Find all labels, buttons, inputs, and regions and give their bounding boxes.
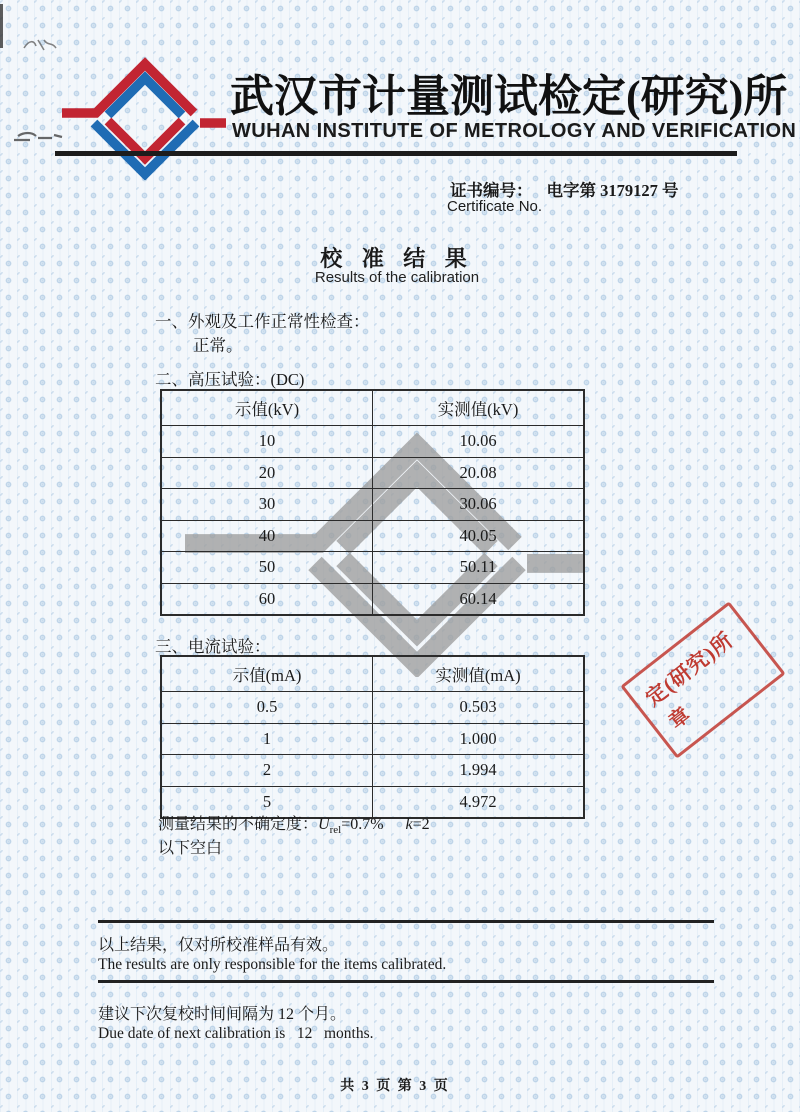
statement-rule-bottom xyxy=(98,980,714,983)
table-row xyxy=(161,426,584,458)
table-row xyxy=(161,489,584,521)
table-cell: 60.14 xyxy=(373,583,585,615)
column-header: 示值(kV) xyxy=(161,390,373,426)
table-cell: 20 xyxy=(161,457,373,489)
table-row xyxy=(161,457,584,489)
stamp-text: 定(研究)所 xyxy=(641,627,738,711)
u-symbol: U xyxy=(318,816,330,833)
section2-heading: 二、高压试验：(DC) xyxy=(155,370,305,389)
validity-statement-en: The results are only responsible for the items calibrated. xyxy=(98,956,447,973)
u-subscript: rel xyxy=(329,824,342,837)
page-title-zh: 校 准 结 果 xyxy=(320,246,474,271)
uncertainty-label: 测量结果的不确定度： xyxy=(158,816,319,833)
table-cell: 50 xyxy=(161,552,373,584)
statement-rule-top xyxy=(98,920,714,923)
scan-edge-artifact xyxy=(0,4,3,48)
table-row xyxy=(161,692,584,724)
column-header: 示值(mA) xyxy=(161,656,373,692)
table-cell: 1 xyxy=(161,723,373,755)
next-calibration-zh: 建议下次复校时间间隔为 12 个月。 xyxy=(98,1006,347,1023)
validity-statement-zh: 以上结果，仅对所校准样品有效。 xyxy=(98,937,339,954)
certificate-number-label-zh: 证书编号： xyxy=(450,181,533,200)
page-number: 共 3 页 第 3 页 xyxy=(340,1079,450,1094)
table-header-row xyxy=(161,656,584,692)
column-header: 实测值(kV) xyxy=(373,390,585,426)
stamp-text: 章 xyxy=(665,703,695,734)
pencil-scribble xyxy=(20,34,66,56)
official-seal-stamp xyxy=(620,601,785,758)
uncertainty-statement xyxy=(158,811,430,836)
table-cell: 2 xyxy=(161,755,373,787)
org-name-en: WUHAN INSTITUTE OF METROLOGY AND VERIFICATION xyxy=(232,120,797,142)
table-header-row xyxy=(161,390,584,426)
table-cell: 10 xyxy=(161,426,373,458)
column-header: 实测值(mA) xyxy=(373,656,585,692)
u-value: =0.7% xyxy=(341,816,384,833)
certificate-number-value: 电字第 3179127 号 xyxy=(546,181,679,200)
table-row xyxy=(161,755,584,787)
table-cell: 60 xyxy=(161,583,373,615)
high-voltage-table xyxy=(160,389,585,616)
section1-result: 正常。 xyxy=(193,336,243,355)
current-test-table xyxy=(160,655,585,819)
table-row xyxy=(161,520,584,552)
certificate-number-label-en: Certificate No. xyxy=(447,198,543,215)
table-cell: 40 xyxy=(161,520,373,552)
table-cell: 40.05 xyxy=(373,520,585,552)
page-title-en: Results of the calibration xyxy=(314,269,480,286)
table-cell: 20.08 xyxy=(373,457,585,489)
table-cell: 10.06 xyxy=(373,426,585,458)
table-cell: 5 xyxy=(161,786,373,818)
table-cell: 1.000 xyxy=(373,723,585,755)
header-rule xyxy=(55,151,737,156)
table-row xyxy=(161,552,584,584)
table-cell: 30 xyxy=(161,489,373,521)
section3-heading: 三、电流试验： xyxy=(155,637,271,656)
org-name-zh: 武汉市计量测试检定(研究)所 xyxy=(230,72,788,121)
section1-heading: 一、外观及工作正常性检查： xyxy=(155,312,370,331)
next-calibration-en: Due date of next calibration is 12 months. xyxy=(98,1025,374,1042)
table-cell: 50.11 xyxy=(373,552,585,584)
k-symbol: k xyxy=(405,816,413,833)
table-cell: 0.503 xyxy=(373,692,585,724)
table-row xyxy=(161,723,584,755)
table-cell: 30.06 xyxy=(373,489,585,521)
table-cell: 0.5 xyxy=(161,692,373,724)
table-row xyxy=(161,583,584,615)
institute-logo-icon xyxy=(58,56,230,180)
blank-below-note: 以下空白 xyxy=(158,840,223,857)
table-cell: 1.994 xyxy=(373,755,585,787)
table-cell: 4.972 xyxy=(373,786,585,818)
k-value: =2 xyxy=(412,816,430,833)
